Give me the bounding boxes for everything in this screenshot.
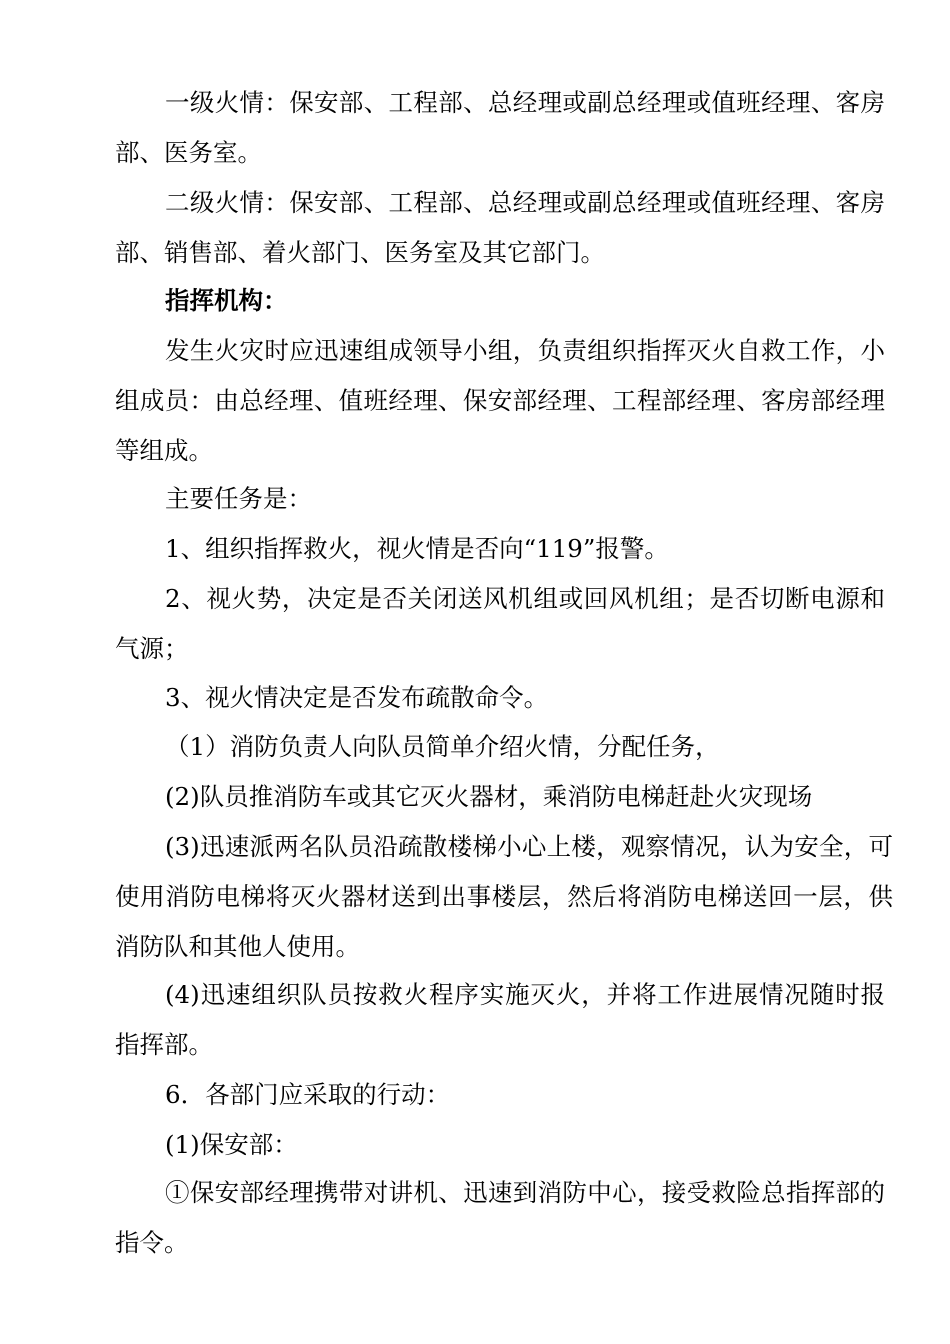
list-item-task-1: 1、组织指挥救火，视火情是否向“119”报警。 — [165, 534, 669, 563]
section-heading-command: 指挥机构： — [165, 286, 288, 315]
subsection-heading-security: (1)保安部： — [165, 1130, 298, 1159]
list-item-substep-1: （1）消防负责人向队员简单介绍火情，分配任务， — [165, 732, 720, 761]
paragraph-main-tasks-label: 主要任务是： — [165, 484, 312, 513]
paragraph-leadership-group: 发生火灾时应迅速组成领导小组，负责组织指挥灭火自救工作，小组成员：由总经理、值班经理、保安部经理、工程部经理、客房部经理等组成。 — [115, 336, 885, 465]
list-item-task-2: 2、视火势，决定是否关闭送风机组或回风机组；是否切断电源和气源； — [115, 584, 885, 663]
paragraph-level-one-fire: 一级火情：保安部、工程部、总经理或副总经理或值班经理、客房部、医务室。 — [115, 88, 885, 167]
section-heading-department-actions: 6．各部门应采取的行动： — [165, 1080, 451, 1109]
list-item-substep-3: (3)迅速派两名队员沿疏散楼梯小心上楼，观察情况，认为安全，可使用消防电梯将灭火器材送到出事楼层，然后将消防电梯送回一层，供消防队和其他人使用。 — [115, 832, 893, 961]
list-item-task-3: 3、视火情决定是否发布疏散命令。 — [165, 683, 549, 712]
list-item-substep-2: (2)队员推消防车或其它灭火器材，乘消防电梯赶赴火灾现场 — [165, 782, 813, 811]
list-item-security-manager: ①保安部经理携带对讲机、迅速到消防中心，接受救险总指挥部的指令。 — [115, 1178, 885, 1257]
list-item-substep-4: (4)迅速组织队员按救火程序实施灭火，并将工作进展情况随时报指挥部。 — [115, 980, 885, 1059]
paragraph-level-two-fire: 二级火情：保安部、工程部、总经理或副总经理或值班经理、客房部、销售部、着火部门、医务室及其它部门。 — [115, 188, 885, 267]
